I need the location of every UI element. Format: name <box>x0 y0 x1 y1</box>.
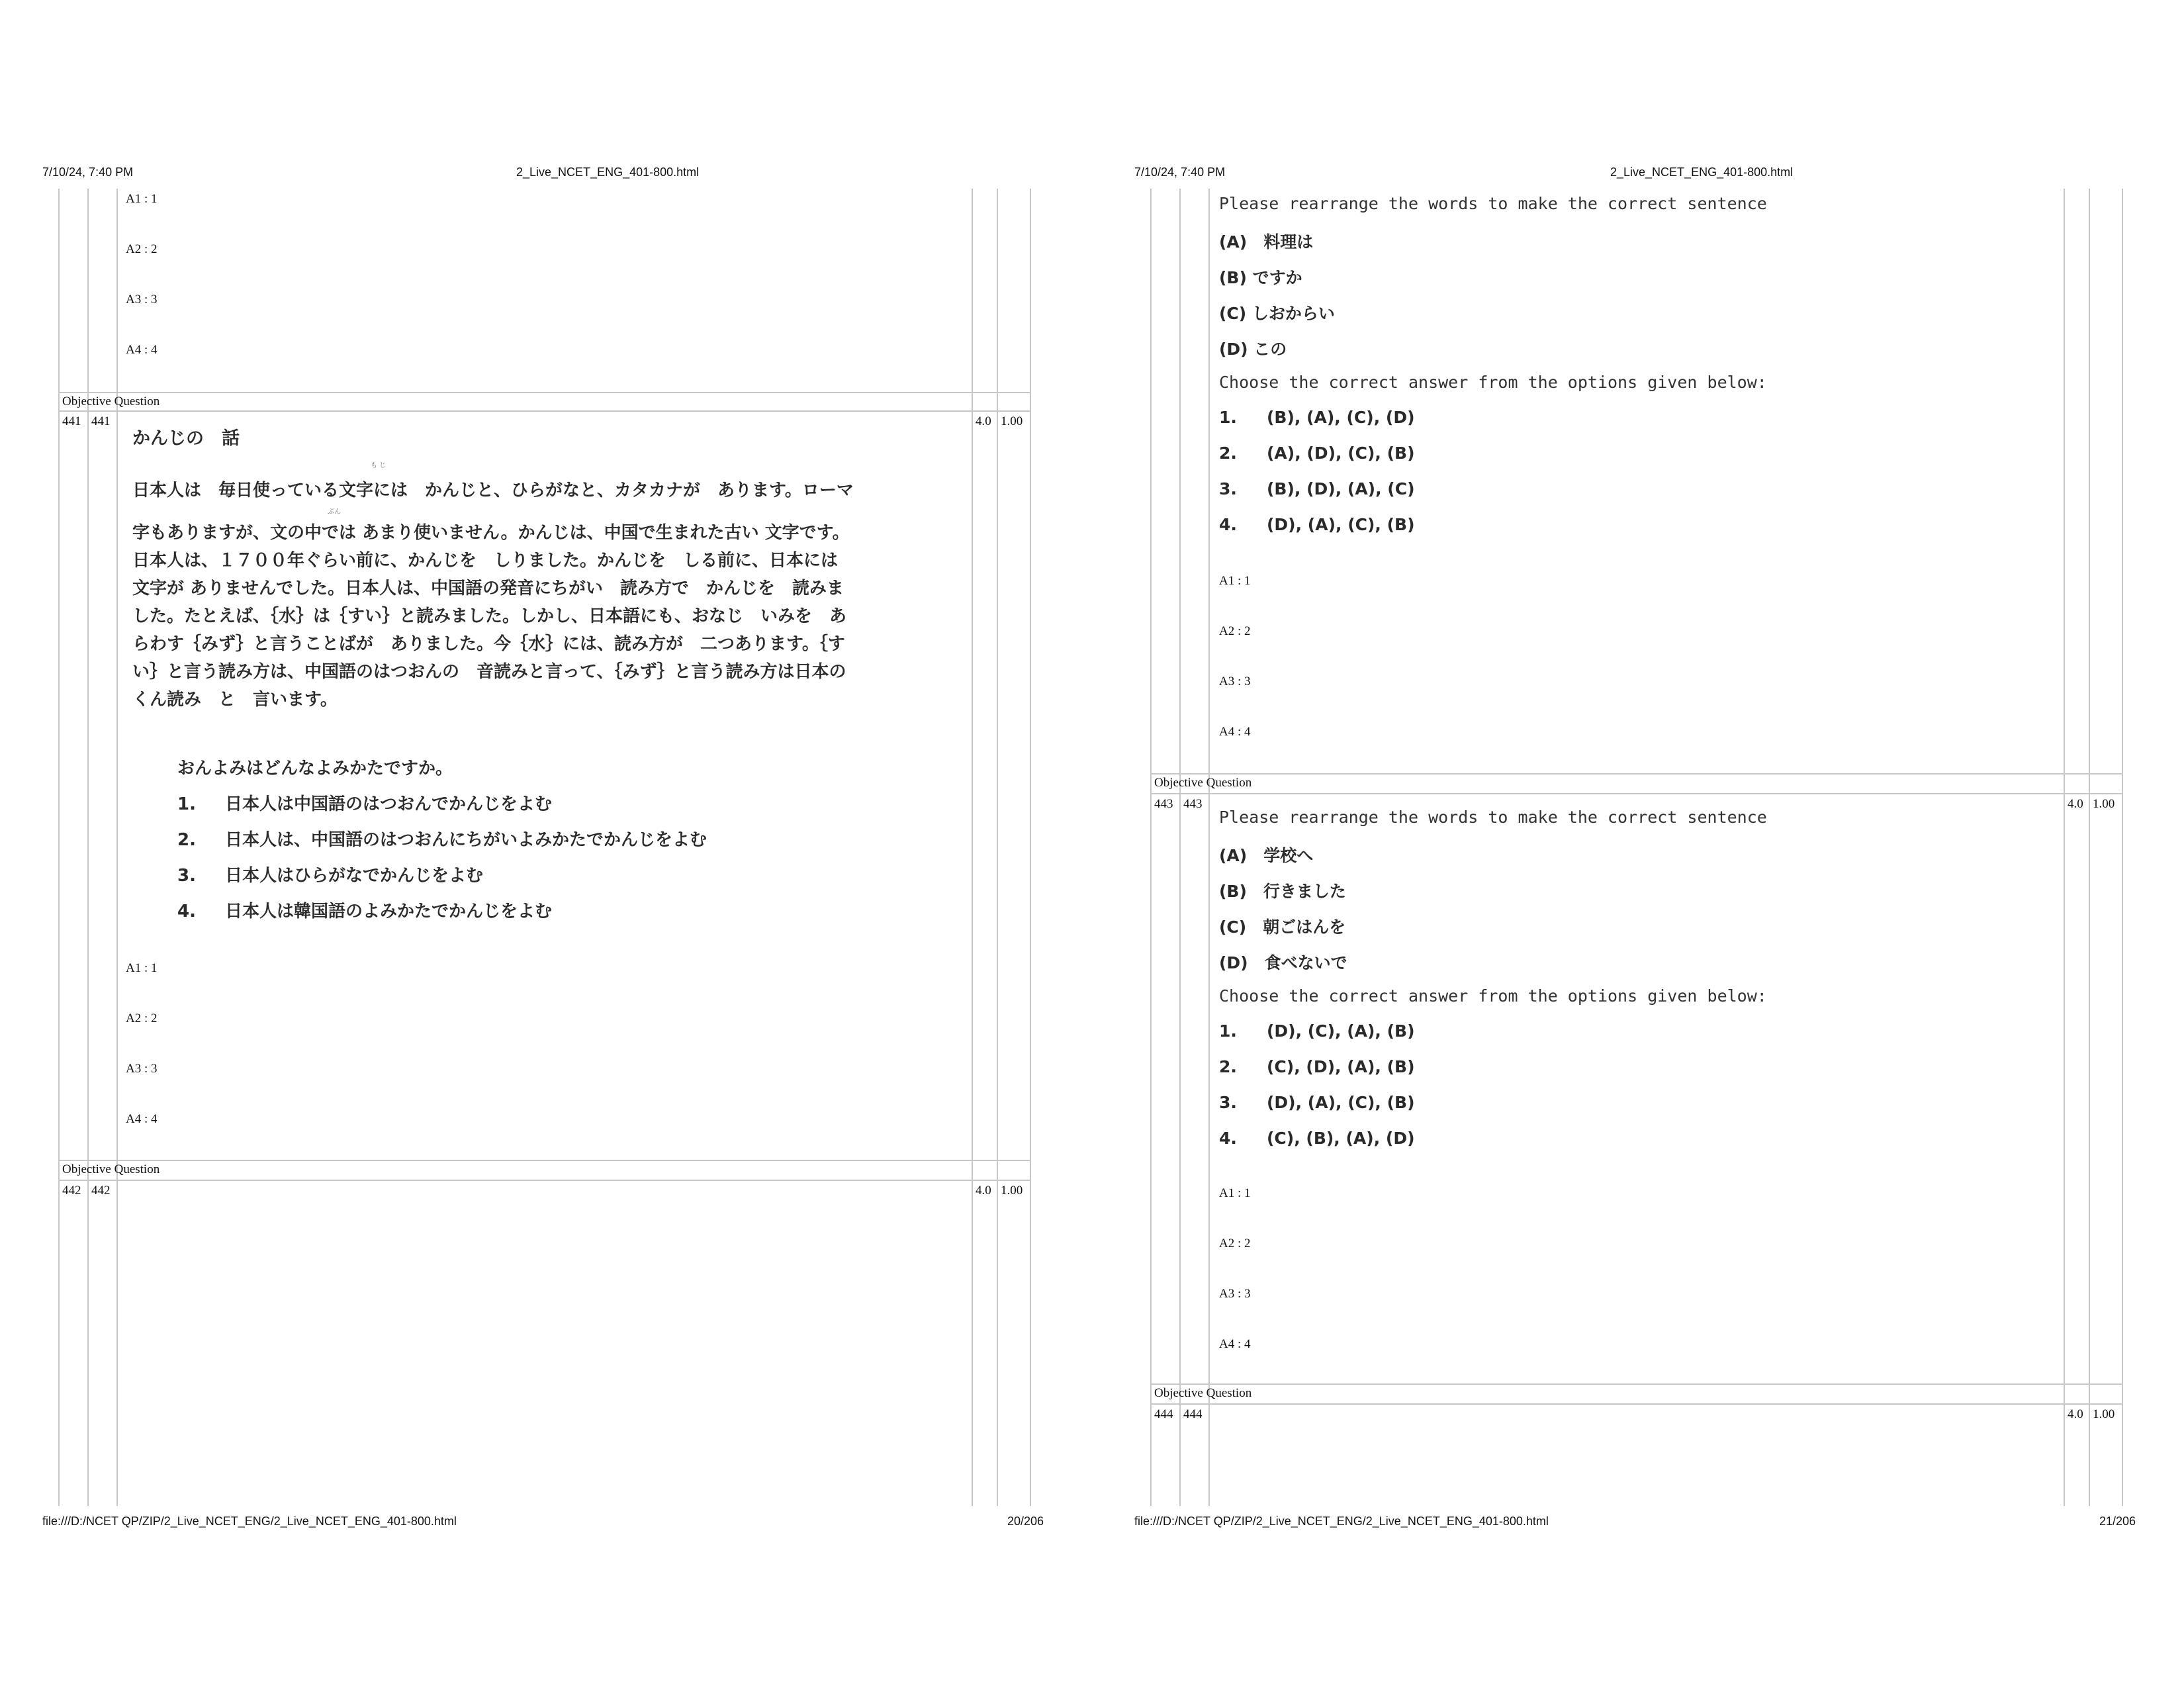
answer-option: A2 : 2 <box>126 242 158 256</box>
question-id: 441 <box>91 414 111 428</box>
passage-line: くん読み と 言います。 <box>132 690 338 710</box>
question-negative-marks: 1.00 <box>1001 1184 1023 1197</box>
answer-option: A1 : 1 <box>1219 574 1251 588</box>
option-number: 2. <box>177 830 196 850</box>
header-datetime: 7/10/24, 7:40 PM <box>1134 165 1226 179</box>
option-text: (C), (D), (A), (B) <box>1267 1057 1415 1076</box>
answer-option: A3 : 3 <box>126 293 158 306</box>
option-number: 3. <box>177 866 196 886</box>
option-number: 2. <box>1219 1057 1237 1076</box>
footer-page-number: 21/206 <box>2099 1515 2136 1528</box>
question-type-label: Objective Question <box>62 1162 160 1176</box>
answer-option: A4 : 4 <box>1219 1337 1251 1351</box>
footer-page-number: 20/206 <box>1007 1515 1044 1528</box>
word-item: (D) この <box>1219 340 1287 359</box>
option-number: 1. <box>1219 1021 1237 1041</box>
word-item: (B) 行きました <box>1219 882 1346 901</box>
row-divider <box>58 1160 1030 1161</box>
passage-heading: かんじの 話 <box>132 428 240 449</box>
option-item <box>1219 515 1415 534</box>
question-serial: 443 <box>1154 797 1173 811</box>
option-item <box>1219 1093 1415 1112</box>
option-text: (C), (B), (A), (D) <box>1267 1129 1415 1148</box>
row-divider <box>1150 1403 2122 1405</box>
question-prompt: Please rearrange the words to make the correct sentence <box>1219 808 1767 827</box>
question-type-label: Objective Question <box>62 395 160 408</box>
answer-option: A3 : 3 <box>1219 675 1251 688</box>
option-item <box>1219 1021 1415 1041</box>
question-id: 442 <box>91 1184 111 1197</box>
table-border <box>2089 189 2090 1506</box>
answer-option: A4 : 4 <box>1219 725 1251 739</box>
question-marks: 4.0 <box>976 414 991 428</box>
answer-option: A1 : 1 <box>126 961 158 975</box>
option-number: 1. <box>177 794 196 814</box>
word-item: (D) 食べないで <box>1219 953 1347 972</box>
header-datetime: 7/10/24, 7:40 PM <box>42 165 134 179</box>
word-item: (A) 学校へ <box>1219 846 1314 865</box>
answer-option: A2 : 2 <box>1219 1237 1251 1250</box>
furigana-bun: ぶん <box>328 508 341 516</box>
option-text: (B), (D), (A), (C) <box>1267 479 1415 498</box>
question-marks: 4.0 <box>2068 797 2083 811</box>
row-divider <box>58 410 1030 412</box>
choose-instruction: Choose the correct answer from the options given below: <box>1219 373 1767 392</box>
table-border <box>972 189 973 1506</box>
option-text: 日本人は中国語のはつおんでかんじをよむ <box>225 794 553 814</box>
question-text: おんよみはどんなよみかたですか。 <box>177 759 453 778</box>
table-border <box>2064 189 2065 1506</box>
option-item <box>1219 479 1415 498</box>
footer-path: file:///D:/NCET QP/ZIP/2_Live_NCET_ENG/2_Live_NCET_ENG_401-800.html <box>1134 1515 1549 1528</box>
option-item <box>1219 1129 1415 1148</box>
option-number: 2. <box>1219 444 1237 463</box>
row-divider <box>1150 793 2122 794</box>
option-item <box>1219 408 1415 427</box>
option-item <box>177 862 483 886</box>
option-item <box>1219 1057 1415 1076</box>
printed-page-21 <box>1092 0 2184 1688</box>
question-serial: 444 <box>1154 1407 1173 1421</box>
option-text: 日本人は韓国語のよみかたでかんじをよむ <box>225 902 553 921</box>
question-negative-marks: 1.00 <box>1001 414 1023 428</box>
word-item: (C) しおからい <box>1219 304 1335 323</box>
passage-line: 日本人は、１７００年ぐらい前に、かんじを しりました。かんじを しる前に、日本には <box>132 551 839 571</box>
passage-line: 字もありますが、文の中では あまり使いません。かんじは、中国で生まれた古い 文字です。 <box>132 523 850 543</box>
answer-option: A2 : 2 <box>1219 624 1251 638</box>
passage-line: 文字が ありませんでした。日本人は、中国語の発音にちがい 読み方で かんじを 読みま <box>132 579 844 598</box>
table-border <box>2122 189 2123 1506</box>
question-marks: 4.0 <box>976 1184 991 1197</box>
question-serial: 441 <box>62 414 81 428</box>
question-id: 443 <box>1183 797 1203 811</box>
question-negative-marks: 1.00 <box>2093 1407 2115 1421</box>
answer-option: A4 : 4 <box>126 343 158 357</box>
question-type-label: Objective Question <box>1154 776 1252 790</box>
option-item <box>177 826 707 851</box>
question-id: 444 <box>1183 1407 1203 1421</box>
question-serial: 442 <box>62 1184 81 1197</box>
question-marks: 4.0 <box>2068 1407 2083 1421</box>
option-item <box>177 790 552 815</box>
option-number: 3. <box>1219 1093 1237 1112</box>
word-item: (C) 朝ごはんを <box>1219 917 1346 937</box>
word-item: (A) 料理は <box>1219 232 1314 252</box>
row-divider <box>58 392 1030 393</box>
furigana-moji: も じ <box>371 462 387 469</box>
header-title: 2_Live_NCET_ENG_401-800.html <box>1610 165 1794 179</box>
row-divider <box>58 1180 1030 1181</box>
passage-line: い｝と言う読み方は、中国語のはつおんの 音読みと言って、｛みず｝と言う読み方は日本の <box>132 662 846 682</box>
answer-option: A1 : 1 <box>1219 1186 1251 1200</box>
option-text: 日本人は、中国語のはつおんにちがいよみかたでかんじをよむ <box>225 830 707 850</box>
option-item <box>1219 444 1415 463</box>
table-border <box>58 189 60 1506</box>
question-type-label: Objective Question <box>1154 1386 1252 1400</box>
option-number: 4. <box>1219 1129 1237 1148</box>
option-text: (B), (A), (C), (D) <box>1267 408 1415 427</box>
option-text: (D), (A), (C), (B) <box>1267 1093 1415 1112</box>
row-divider <box>1150 1383 2122 1385</box>
answer-option: A4 : 4 <box>126 1112 158 1126</box>
option-text: (D), (A), (C), (B) <box>1267 515 1415 534</box>
passage-line: らわす｛みず｝と言うことばが ありました。今｛水｝には、読み方が 二つあります。｛す <box>132 634 845 654</box>
option-text: (A), (D), (C), (B) <box>1267 444 1415 463</box>
passage-line: した。たとえば、｛水｝は｛すい｝と読みました。しかし、日本語にも、おなじ いみを あ <box>132 606 847 626</box>
question-negative-marks: 1.00 <box>2093 797 2115 811</box>
answer-option: A3 : 3 <box>1219 1287 1251 1301</box>
table-border <box>1030 189 1031 1506</box>
answer-option: A2 : 2 <box>126 1011 158 1025</box>
table-border <box>1179 189 1181 1506</box>
table-border <box>997 189 998 1506</box>
header-title: 2_Live_NCET_ENG_401-800.html <box>516 165 700 179</box>
option-number: 4. <box>1219 515 1237 534</box>
table-border <box>87 189 89 1506</box>
choose-instruction: Choose the correct answer from the options given below: <box>1219 986 1767 1006</box>
footer-path: file:///D:/NCET QP/ZIP/2_Live_NCET_ENG/2_Live_NCET_ENG_401-800.html <box>42 1515 457 1528</box>
option-number: 1. <box>1219 408 1237 427</box>
row-divider <box>1150 773 2122 774</box>
word-item: (B) ですか <box>1219 268 1302 287</box>
answer-option: A3 : 3 <box>126 1062 158 1076</box>
passage-line: 日本人は 毎日使っている文字には かんじと、ひらがなと、カタカナが あります。ローマ <box>132 481 854 500</box>
option-text: (D), (C), (A), (B) <box>1267 1021 1415 1041</box>
question-prompt: Please rearrange the words to make the correct sentence <box>1219 194 1767 213</box>
table-border <box>116 189 118 1506</box>
option-number: 3. <box>1219 479 1237 498</box>
table-border <box>1150 189 1152 1506</box>
table-border <box>1208 189 1210 1506</box>
option-number: 4. <box>177 902 196 921</box>
option-text: 日本人はひらがなでかんじをよむ <box>225 866 484 886</box>
answer-option: A1 : 1 <box>126 192 158 206</box>
option-item <box>177 898 552 922</box>
